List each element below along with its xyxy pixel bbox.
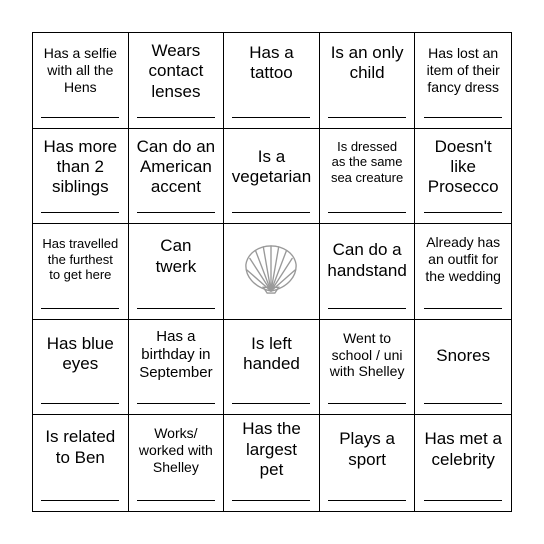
square-label: Already has an outfit for the wedding bbox=[425, 234, 501, 284]
square-label: Doesn't like Prosecco bbox=[427, 136, 499, 197]
name-line bbox=[41, 403, 119, 404]
square-label: Has the largest pet bbox=[242, 419, 301, 480]
bingo-square[interactable] bbox=[129, 224, 225, 320]
name-line bbox=[137, 308, 215, 309]
bingo-free-square[interactable] bbox=[224, 224, 320, 320]
name-line bbox=[41, 212, 119, 213]
square-label: Snores bbox=[436, 345, 491, 365]
square-label: Has more than 2 siblings bbox=[43, 136, 118, 197]
bingo-square[interactable] bbox=[415, 129, 511, 225]
bingo-square[interactable] bbox=[224, 33, 320, 129]
bingo-square[interactable] bbox=[320, 33, 416, 129]
square-label: Can twerk bbox=[155, 236, 197, 276]
bingo-square[interactable] bbox=[320, 415, 416, 511]
name-line bbox=[137, 500, 215, 501]
name-line bbox=[328, 403, 406, 404]
bingo-square[interactable] bbox=[224, 320, 320, 416]
square-label: Works/ worked with Shelley bbox=[138, 425, 213, 475]
name-line bbox=[424, 403, 502, 404]
name-line bbox=[328, 117, 406, 118]
name-line bbox=[232, 117, 310, 118]
bingo-square[interactable] bbox=[320, 224, 416, 320]
square-label: Wears contact lenses bbox=[148, 41, 204, 101]
name-line bbox=[232, 403, 310, 404]
name-line bbox=[137, 403, 215, 404]
square-label: Is related to Ben bbox=[45, 427, 116, 467]
square-label: Can do a handstand bbox=[327, 240, 407, 280]
bingo-square[interactable] bbox=[415, 224, 511, 320]
square-label: Has a birthday in September bbox=[139, 327, 213, 381]
bingo-square[interactable] bbox=[33, 320, 129, 416]
square-label: Has met a celebrity bbox=[424, 429, 502, 469]
bingo-square[interactable] bbox=[129, 129, 225, 225]
name-line bbox=[137, 117, 215, 118]
bingo-square[interactable] bbox=[415, 33, 511, 129]
bingo-square[interactable] bbox=[415, 415, 511, 511]
square-label: Plays a sport bbox=[339, 429, 395, 469]
bingo-square[interactable] bbox=[224, 129, 320, 225]
square-label: Is dressed as the same sea creature bbox=[330, 138, 404, 185]
name-line bbox=[41, 308, 119, 309]
square-label: Is a vegetarian bbox=[231, 146, 312, 186]
square-label: Is an only child bbox=[330, 43, 404, 83]
name-line bbox=[328, 500, 406, 501]
name-line bbox=[424, 212, 502, 213]
bingo-square[interactable] bbox=[224, 415, 320, 511]
square-label: Has a tattoo bbox=[249, 43, 294, 83]
bingo-square[interactable] bbox=[33, 415, 129, 511]
name-line bbox=[232, 500, 310, 501]
bingo-square[interactable] bbox=[320, 320, 416, 416]
bingo-square[interactable] bbox=[129, 415, 225, 511]
name-line bbox=[424, 308, 502, 309]
square-label: Has lost an item of their fancy dress bbox=[426, 45, 500, 95]
name-line bbox=[424, 500, 502, 501]
bingo-square[interactable] bbox=[415, 320, 511, 416]
seashell-icon bbox=[242, 243, 300, 300]
name-line bbox=[328, 212, 406, 213]
square-label: Is left handed bbox=[243, 333, 300, 374]
name-line bbox=[41, 117, 119, 118]
square-label: Can do an American accent bbox=[136, 136, 216, 197]
name-line bbox=[328, 308, 406, 309]
square-label: Has travelled the furthest to get here bbox=[42, 236, 119, 283]
bingo-card bbox=[32, 32, 512, 512]
bingo-square[interactable] bbox=[320, 129, 416, 225]
name-line bbox=[137, 212, 215, 213]
square-label: Went to school / uni with Shelley bbox=[329, 329, 405, 380]
bingo-square[interactable] bbox=[33, 33, 129, 129]
bingo-square[interactable] bbox=[129, 320, 225, 416]
name-line bbox=[424, 117, 502, 118]
square-label: Has a selfie with all the Hens bbox=[43, 45, 117, 95]
name-line bbox=[232, 212, 310, 213]
square-label: Has blue eyes bbox=[46, 333, 114, 374]
bingo-square[interactable] bbox=[129, 33, 225, 129]
bingo-square[interactable] bbox=[33, 224, 129, 320]
name-line bbox=[41, 500, 119, 501]
bingo-square[interactable] bbox=[33, 129, 129, 225]
